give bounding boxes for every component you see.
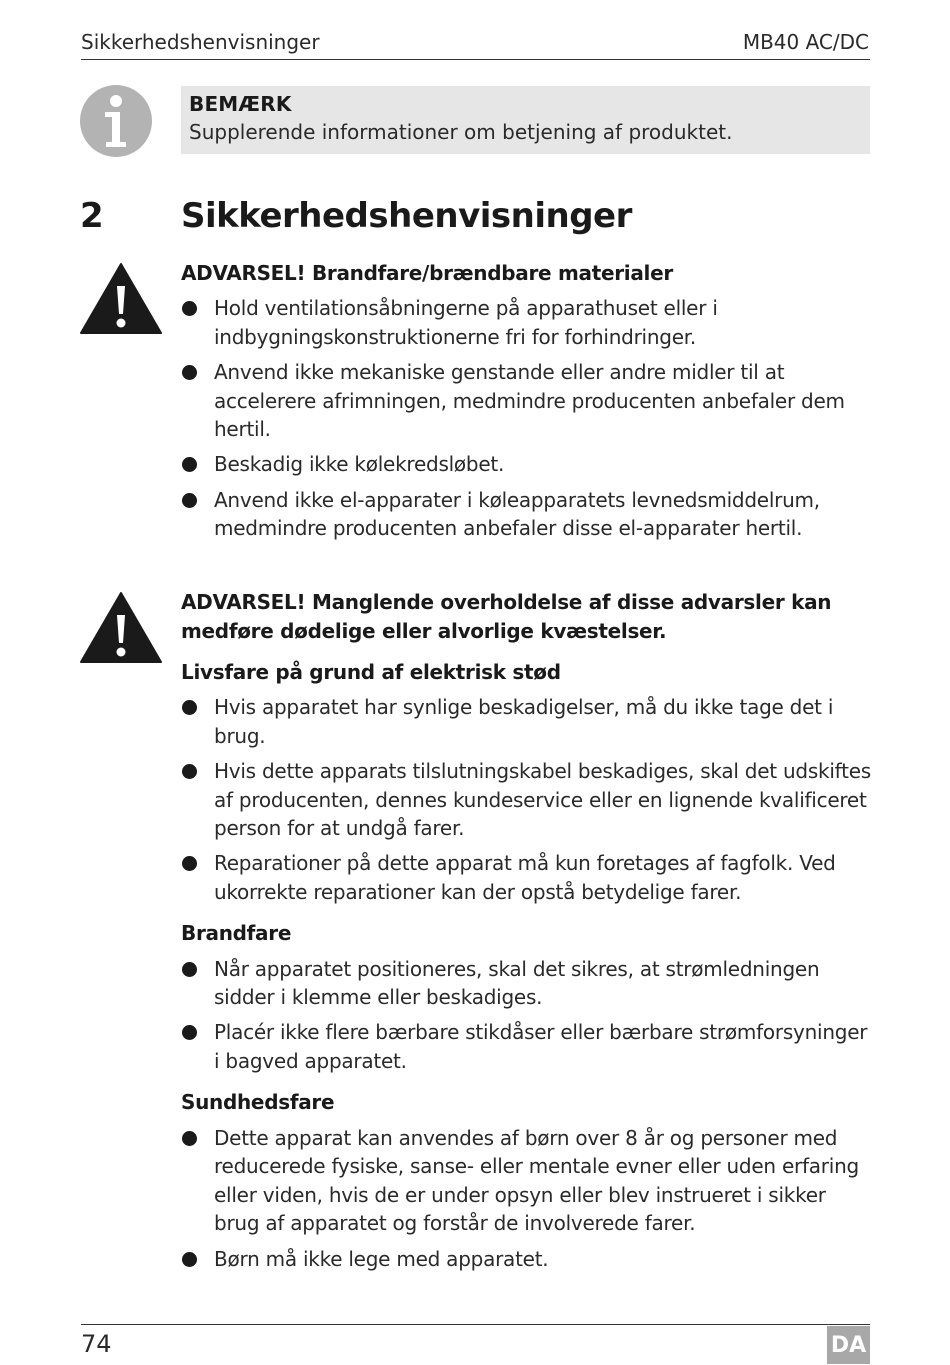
list-item: Beskadig ikke kølekredsløbet. [181, 450, 876, 479]
warning-injury-block [181, 588, 876, 1273]
list-item: Børn må ikke lege med apparatet. [181, 1245, 876, 1274]
list-item: Dette apparat kan anvendes af børn over 8 år og personer med reducerede fysiske, sanse- eller mentale evner eller uden erfaring eller viden, hvis de er under opsyn eller blev instrueret i sikker brug af apparatet og forstår de involverede farer. [181, 1124, 876, 1238]
warning-fire-list [181, 294, 876, 542]
warning-injury-title: ADVARSEL! Manglende overholdelse af disse advarsler kan medføre dødelige eller alvorlige kvæstelser. [181, 590, 832, 643]
note-box [181, 86, 870, 154]
section-number: 2 [80, 196, 104, 236]
list-item: Placér ikke flere bærbare stikdåser eller bærbare strømforsyninger i bagved apparatet. [181, 1018, 876, 1075]
list-item: Reparationer på dette apparat må kun foretages af fagfolk. Ved ukorrekte reparationer kan der opstå betydelige farer. [181, 849, 876, 906]
info-icon [80, 85, 152, 157]
subheading-electric-shock: Livsfare på grund af elektrisk stød [181, 660, 561, 684]
warning-fire-title: ADVARSEL! Brandfare/brændbare materialer [181, 261, 673, 285]
header-divider [81, 59, 870, 60]
running-header-model: MB40 AC/DC [742, 30, 869, 54]
footer-divider [81, 1324, 870, 1325]
page-number: 74 [81, 1330, 112, 1358]
warning-fire-block [181, 259, 876, 543]
note-text: Supplerende informationer om betjening af produktet. [189, 120, 733, 144]
subheading-fire-hazard: Brandfare [181, 921, 292, 946]
list-item: Hold ventilationsåbningerne på apparathuset eller i indbygningskonstruktionerne fri for forhindringer. [181, 294, 876, 351]
list-item: Hvis apparatet har synlige beskadigelser, må du ikke tage det i brug. [181, 693, 876, 750]
list-item: Anvend ikke mekaniske genstande eller andre midler til at accelerere afrimningen, medmindre producenten anbefaler dem hertil. [181, 358, 876, 444]
warning-triangle-icon [80, 591, 162, 663]
list-item: Når apparatet positioneres, skal det sikres, at strømledningen sidder i klemme eller beskadiges. [181, 955, 876, 1012]
health-hazard-list [181, 1124, 876, 1273]
running-header-title: Sikkerhedshenvisninger [81, 30, 320, 54]
list-item: Anvend ikke el-apparater i køleapparatets levnedsmiddelrum, medmindre producenten anbefaler disse el-apparater hertil. [181, 486, 876, 543]
electric-shock-list [181, 693, 876, 906]
list-item: Hvis dette apparats tilslutningskabel beskadiges, skal det udskiftes af producenten, dennes kundeservice eller en lignende kvalificeret person for at undgå farer. [181, 757, 876, 843]
subheading-health-hazard: Sundhedsfare [181, 1090, 335, 1115]
fire-hazard-list [181, 955, 876, 1076]
language-badge: DA [827, 1326, 870, 1364]
note-title: BEMÆRK [189, 92, 292, 116]
warning-triangle-icon [80, 262, 162, 334]
section-title: Sikkerhedshenvisninger [181, 196, 632, 236]
